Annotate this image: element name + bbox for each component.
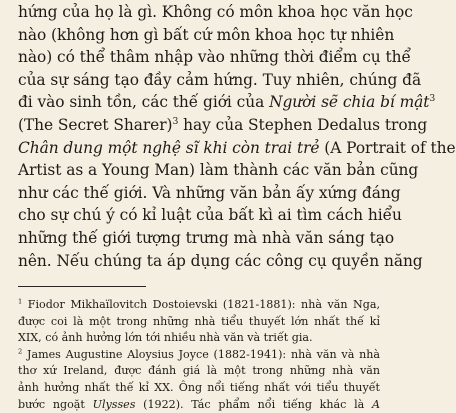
footnote-line [18,363,380,380]
text-line [18,137,456,160]
footnote-marker: 2 [18,347,23,356]
text-run: (1922). Tác phẩm nổi tiếng khác là [135,397,372,411]
text-run: đi vào sinh tồn, các thế giới của [18,93,270,112]
footnote-line [18,347,380,364]
italic-title: Ulysses [92,397,136,411]
text-run: Artist as a Young Man) làm thành các văn bản cũng [18,161,419,180]
text-line [18,24,395,47]
italic-title: Chân dung một nghệ sĩ khi còn trai trẻ [18,138,320,157]
text-run: nên. Nếu chúng ta áp dụng các công cụ quyền năng [18,251,423,270]
text-run: những thế giới tượng trưng mà nhà văn sáng tạo [18,228,395,247]
text-line [18,91,436,114]
footnote-marker: 3 [172,115,179,127]
text-line [18,69,422,92]
text-run: như các thế giới. Và những văn bản ấy xứng đáng [18,183,401,202]
text-line [18,204,402,227]
footnote-marker: 1 [18,297,23,306]
text-run: bước ngoặt [18,397,93,411]
italic-title: Người sẽ chia bí mật [269,93,430,112]
footnote-line [18,314,380,331]
text-line [18,46,411,69]
footnote-separator [18,286,146,287]
text-run: (The Secret Sharer) [18,115,173,134]
italic-title: A [371,397,380,411]
text-line [18,1,413,24]
text-run: XIX, có ảnh hưởng lớn tới nhiều nhà văn và triết gia. [18,331,313,345]
text-line [18,159,419,182]
text-run: nào (không hơn gì bất cứ môn khoa học tự nhiên [18,25,395,44]
footnote-line [18,380,380,397]
footnote-line [18,297,380,314]
text-run: (A Portrait of the [319,138,456,157]
footnote [18,297,380,347]
footnote-marker: 3 [429,93,436,105]
text-run: hay của Stephen Dedalus trong [178,115,428,134]
footnote-line [18,397,380,413]
text-run: cho sự chú ý có kỉ luật của bất kì ai tìm cách hiểu [18,206,402,225]
footnotes [18,297,380,413]
text-run: nào) có thể thâm nhập vào những thời điểm cụ thể [18,48,411,67]
text-line [18,250,423,273]
text-run: thơ xứ Ireland, được đánh giá là một trong những nhà văn [18,364,380,378]
text-line [18,114,428,137]
text-run: hứng của họ là gì. Không có môn khoa học văn học [18,3,413,21]
footnote-line [18,330,380,347]
main-text [18,1,456,272]
text-run: James Augustine Aloysius Joyce (1882-1941): nhà văn và nhà [22,347,380,361]
text-run: của sự sáng tạo đầy cảm hứng. Tuy nhiên, chúng đã [18,70,422,89]
footnote [18,347,380,413]
text-run: được coi là một trong những nhà tiểu thuyết lớn nhất thế kỉ [18,314,380,328]
text-run: ảnh hưởng nhất thế kỉ XX. Ông nổi tiếng nhất với tiểu thuyết [18,380,380,394]
text-run: Fiodor Mikhaïlovitch Dostoievski (1821-1881): nhà văn Nga, [22,298,380,311]
text-line [18,227,395,250]
text-line [18,182,401,205]
